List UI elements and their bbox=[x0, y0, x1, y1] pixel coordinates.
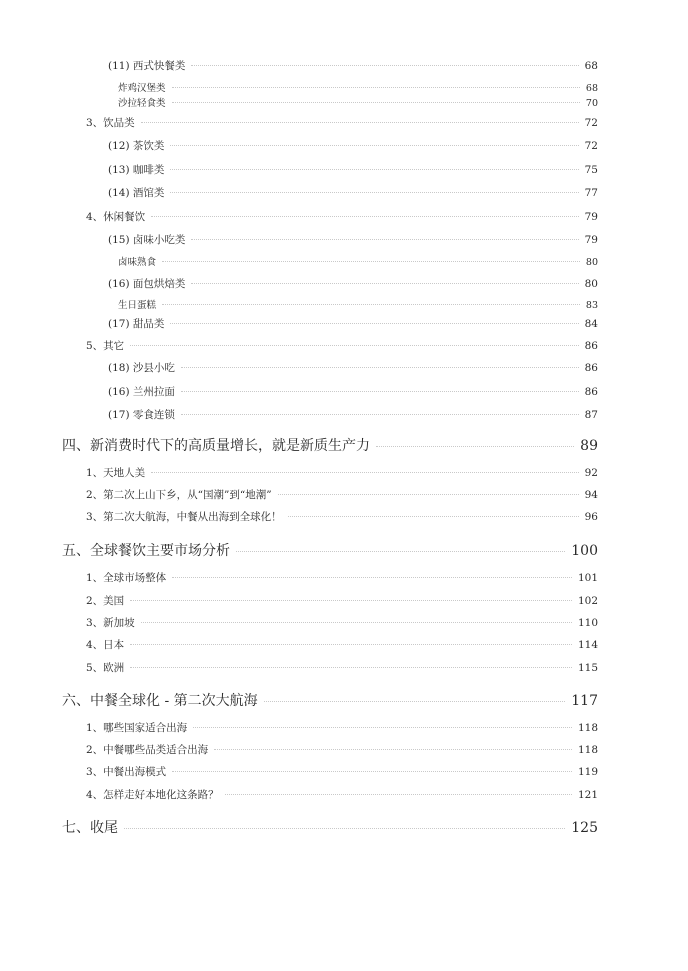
toc-entry[interactable] bbox=[86, 742, 598, 757]
toc-leader-dots bbox=[130, 667, 572, 668]
toc-leader-dots bbox=[141, 622, 572, 623]
toc-entry-label: 1、全球市场整体 bbox=[86, 572, 167, 584]
toc-entry[interactable] bbox=[108, 360, 598, 375]
toc-entry-page: 79 bbox=[584, 234, 598, 246]
toc-leader-dots bbox=[193, 727, 572, 728]
toc-entry-page: 117 bbox=[571, 693, 598, 709]
toc-entry-label: 五、全球餐饮主要市场分析 bbox=[62, 543, 230, 559]
toc-entry-label: 四、新消费时代下的高质量增长，就是新质生产力 bbox=[62, 438, 370, 454]
toc-leader-dots bbox=[124, 828, 565, 829]
toc-chapter-entry[interactable] bbox=[62, 817, 598, 837]
toc-entry-label: 生日蛋糕 bbox=[118, 300, 157, 311]
toc-entry-page: 68 bbox=[585, 83, 598, 94]
toc-entry-page: 86 bbox=[584, 340, 598, 352]
toc-entry-page: 77 bbox=[584, 187, 598, 199]
toc-entry-label: (17) 零食连锁 bbox=[108, 409, 175, 421]
toc-entry[interactable] bbox=[108, 316, 598, 331]
toc-entry-label: (11) 西式快餐类 bbox=[108, 60, 186, 72]
toc-entry-page: 119 bbox=[577, 766, 598, 778]
toc-leader-dots bbox=[181, 414, 579, 415]
toc-entry-label: 沙拉轻食类 bbox=[118, 98, 166, 109]
toc-entry-label: 3、新加坡 bbox=[86, 617, 135, 629]
toc-entry-page: 96 bbox=[584, 511, 598, 523]
toc-leader-dots bbox=[376, 446, 574, 447]
toc-entry[interactable] bbox=[86, 660, 598, 675]
toc-entry-label: 2、美国 bbox=[86, 595, 125, 607]
toc-entry[interactable] bbox=[86, 637, 598, 652]
toc-entry-label: 3、第二次大航海，中餐从出海到全球化！ bbox=[86, 511, 282, 523]
toc-entry[interactable] bbox=[86, 509, 598, 524]
toc-leader-dots bbox=[225, 794, 572, 795]
toc-leader-dots bbox=[170, 145, 578, 146]
toc-entry[interactable] bbox=[108, 185, 598, 200]
toc-entry-label: 六、中餐全球化 - 第二次大航海 bbox=[62, 693, 258, 709]
toc-entry[interactable] bbox=[86, 338, 598, 353]
toc-entry-page: 115 bbox=[577, 662, 598, 674]
toc-entry-label: (15) 卤味小吃类 bbox=[108, 234, 186, 246]
toc-entry-page: 92 bbox=[584, 467, 598, 479]
toc-entry[interactable] bbox=[86, 764, 598, 779]
toc-leader-dots bbox=[264, 701, 566, 702]
toc-entry[interactable] bbox=[86, 787, 598, 802]
toc-entry-label: 4、休闲餐饮 bbox=[86, 211, 146, 223]
toc-chapter-entry[interactable] bbox=[62, 540, 598, 560]
toc-entry[interactable] bbox=[118, 80, 598, 94]
toc-entry-page: 118 bbox=[577, 722, 598, 734]
toc-entry[interactable] bbox=[108, 58, 598, 73]
toc-entry[interactable] bbox=[86, 570, 598, 585]
toc-entry-page: 118 bbox=[577, 744, 598, 756]
toc-entry[interactable] bbox=[86, 720, 598, 735]
toc-entry-page: 87 bbox=[584, 409, 598, 421]
toc-entry-page: 80 bbox=[585, 257, 598, 268]
toc-leader-dots bbox=[130, 644, 572, 645]
toc-entry[interactable] bbox=[86, 115, 598, 130]
toc-entry[interactable] bbox=[86, 615, 598, 630]
toc-entry-page: 72 bbox=[584, 140, 598, 152]
toc-leader-dots bbox=[151, 472, 578, 473]
toc-entry-label: 炸鸡汉堡类 bbox=[118, 83, 166, 94]
toc-leader-dots bbox=[170, 192, 578, 193]
toc-leader-dots bbox=[191, 283, 578, 284]
toc-entry-page: 72 bbox=[584, 117, 598, 129]
toc-leader-dots bbox=[130, 345, 578, 346]
toc-entry-label: 5、其它 bbox=[86, 340, 125, 352]
toc-leader-dots bbox=[278, 494, 579, 495]
toc-leader-dots bbox=[172, 771, 572, 772]
toc-entry[interactable] bbox=[108, 384, 598, 399]
toc-entry[interactable] bbox=[108, 232, 598, 247]
toc-leader-dots bbox=[191, 239, 578, 240]
toc-entry-label: 3、中餐出海模式 bbox=[86, 766, 167, 778]
toc-leader-dots bbox=[141, 122, 579, 123]
toc-leader-dots bbox=[172, 577, 572, 578]
toc-entry-label: (14) 酒馆类 bbox=[108, 187, 165, 199]
toc-entry-page: 70 bbox=[585, 98, 598, 109]
toc-entry[interactable] bbox=[108, 407, 598, 422]
toc-entry-page: 102 bbox=[577, 595, 598, 607]
toc-entry[interactable] bbox=[118, 95, 598, 109]
toc-chapter-entry[interactable] bbox=[62, 690, 598, 710]
toc-leader-dots bbox=[130, 600, 572, 601]
toc-entry[interactable] bbox=[86, 209, 598, 224]
toc-entry-page: 89 bbox=[580, 438, 598, 454]
toc-entry-page: 68 bbox=[584, 60, 598, 72]
toc-leader-dots bbox=[170, 169, 578, 170]
toc-entry-label: (17) 甜品类 bbox=[108, 318, 165, 330]
toc-entry-label: 5、欧洲 bbox=[86, 662, 125, 674]
toc-entry-label: (18) 沙县小吃 bbox=[108, 362, 175, 374]
toc-entry-label: (13) 咖啡类 bbox=[108, 164, 165, 176]
toc-leader-dots bbox=[181, 367, 579, 368]
toc-leader-dots bbox=[170, 323, 578, 324]
toc-leader-dots bbox=[288, 516, 579, 517]
toc-leader-dots bbox=[172, 87, 580, 88]
toc-leader-dots bbox=[162, 261, 580, 262]
toc-leader-dots bbox=[191, 65, 578, 66]
toc-entry-page: 79 bbox=[584, 211, 598, 223]
toc-leader-dots bbox=[172, 102, 580, 103]
toc-entry[interactable] bbox=[86, 465, 598, 480]
toc-entry-page: 86 bbox=[584, 386, 598, 398]
toc-entry-label: (16) 兰州拉面 bbox=[108, 386, 175, 398]
toc-entry[interactable] bbox=[118, 297, 598, 311]
toc-entry-label: (16) 面包烘焙类 bbox=[108, 278, 186, 290]
toc-entry-label: 1、哪些国家适合出海 bbox=[86, 722, 188, 734]
toc-entry-page: 125 bbox=[571, 820, 598, 836]
toc-leader-dots bbox=[181, 391, 579, 392]
toc-entry[interactable] bbox=[86, 593, 598, 608]
toc-entry-label: (12) 茶饮类 bbox=[108, 140, 165, 152]
toc-entry[interactable] bbox=[86, 487, 598, 502]
toc-leader-dots bbox=[162, 304, 580, 305]
toc-entry-page: 100 bbox=[571, 543, 598, 559]
toc-leader-dots bbox=[236, 551, 565, 552]
toc-entry-label: 4、怎样走好本地化这条路？ bbox=[86, 789, 219, 801]
toc-entry-label: 卤味熟食 bbox=[118, 257, 157, 268]
toc-entry-page: 84 bbox=[584, 318, 598, 330]
toc-leader-dots bbox=[151, 216, 578, 217]
toc-entry-page: 114 bbox=[577, 639, 598, 651]
toc-entry[interactable] bbox=[108, 138, 598, 153]
toc-entry-page: 94 bbox=[584, 489, 598, 501]
toc-entry[interactable] bbox=[108, 162, 598, 177]
toc-entry-page: 83 bbox=[585, 300, 598, 311]
toc-entry-page: 101 bbox=[577, 572, 598, 584]
toc-entry-label: 3、饮品类 bbox=[86, 117, 135, 129]
toc-entry-label: 2、第二次上山下乡，从“国潮”到“地潮” bbox=[86, 489, 272, 501]
toc-entry-page: 110 bbox=[577, 617, 598, 629]
toc-entry-label: 七、收尾 bbox=[62, 820, 118, 836]
toc-chapter-entry[interactable] bbox=[62, 435, 598, 455]
toc-entry[interactable] bbox=[118, 254, 598, 268]
toc-entry[interactable] bbox=[108, 276, 598, 291]
toc-entry-page: 86 bbox=[584, 362, 598, 374]
toc-entry-page: 75 bbox=[584, 164, 598, 176]
toc-entry-label: 4、日本 bbox=[86, 639, 125, 651]
toc-leader-dots bbox=[214, 749, 572, 750]
toc-entry-page: 121 bbox=[577, 789, 598, 801]
toc-entry-label: 1、天地人美 bbox=[86, 467, 146, 479]
toc-entry-page: 80 bbox=[584, 278, 598, 290]
toc-entry-label: 2、中餐哪些品类适合出海 bbox=[86, 744, 209, 756]
